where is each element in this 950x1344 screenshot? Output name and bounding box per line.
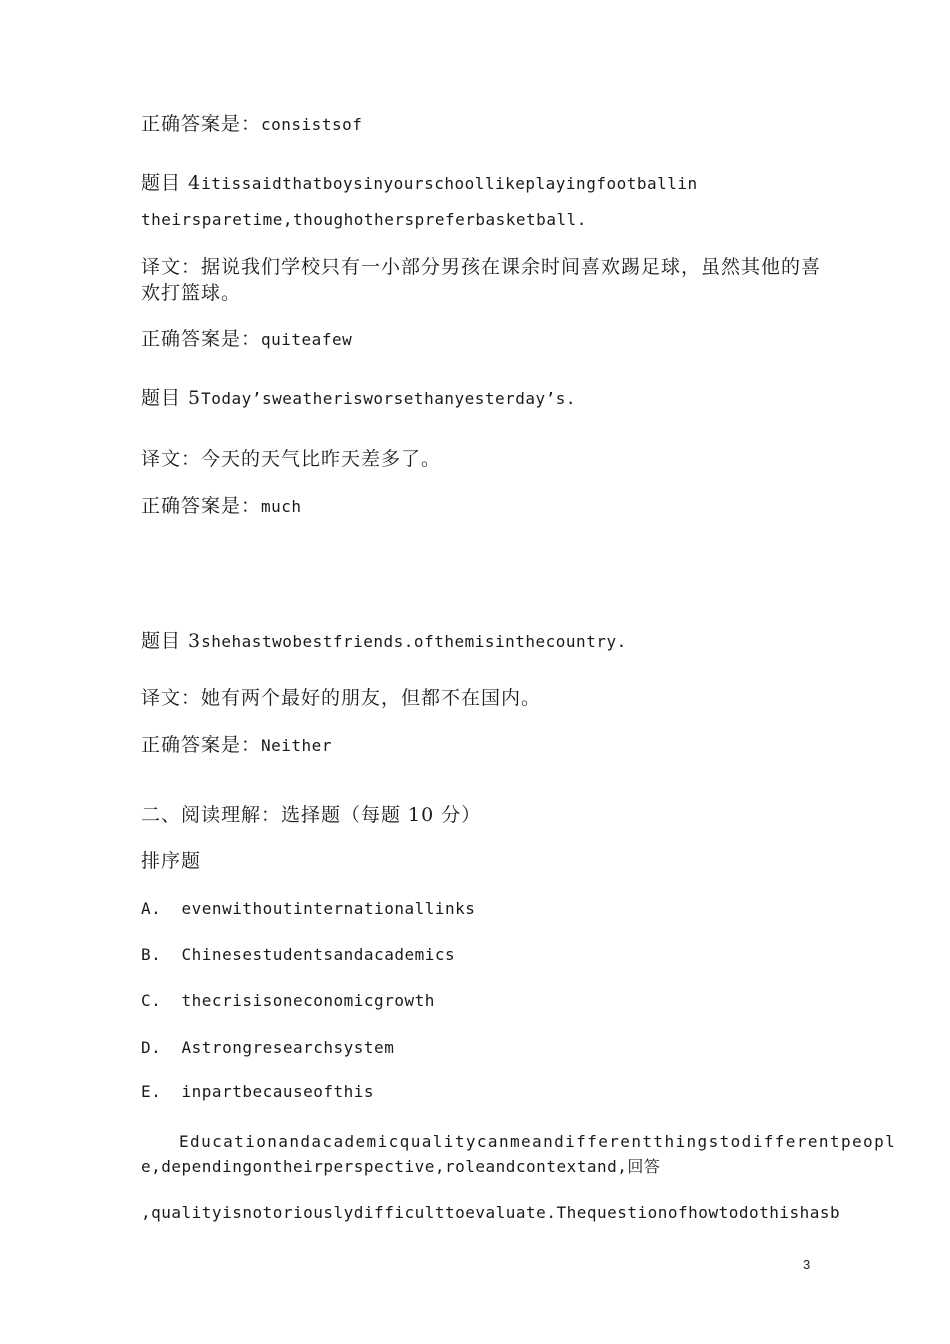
- answer-value: consistsof: [261, 115, 363, 134]
- question-4-continuation: theirsparetime,thoughotherspreferbasketball.: [141, 210, 587, 229]
- option-letter: E.: [141, 1082, 162, 1101]
- question-label: 题目 3: [141, 630, 202, 652]
- question-4-answer: [141, 328, 352, 351]
- answer-label: 正确答案是：: [141, 328, 262, 350]
- question-5-answer: [141, 495, 302, 518]
- question-5-translation: 译文：今天的天气比昨天差多了。: [141, 448, 442, 470]
- page-number: 3: [803, 1257, 811, 1272]
- answer-label: 正确答案是：: [141, 113, 262, 135]
- option-text: Astrongresearchsystem: [181, 1038, 395, 1057]
- option-d: [141, 1037, 394, 1059]
- option-text: inpartbecauseofthis: [181, 1082, 375, 1101]
- option-e: [141, 1081, 374, 1103]
- passage-line-3: ,qualityisnotoriouslydifficulttoevaluate.Thequestionofhowtodothishasb: [141, 1203, 841, 1222]
- question-3-translation: 译文：她有两个最好的朋友，但都不在国内。: [141, 687, 542, 709]
- question-text: itissaidthatboysinyourschoollikeplayingfootballin: [201, 174, 698, 193]
- question-text: Today’sweatherisworsethanyesterday’s.: [201, 389, 577, 408]
- question-label: 题目 4: [141, 172, 202, 194]
- option-text: Chinesestudentsandacademics: [181, 945, 456, 964]
- question-3-answer: [141, 734, 332, 757]
- question-4-translation-line-1: 译文：据说我们学校只有一小部分男孩在课余时间喜欢踢足球，虽然其他的喜: [141, 256, 822, 278]
- question-text: shehastwobestfriends.ofthemisinthecountry.: [201, 632, 627, 651]
- passage-line-2: e,dependingontheirperspective,roleandcontextand,回答: [141, 1157, 661, 1176]
- answer-label: 正确答案是：: [141, 495, 262, 517]
- question-label: 题目 5: [141, 387, 202, 409]
- question-3-title: [141, 630, 627, 653]
- option-c: [141, 990, 435, 1012]
- question-4-title: [141, 172, 698, 195]
- option-text: thecrisisoneconomicgrowth: [181, 991, 435, 1010]
- option-letter: C.: [141, 991, 162, 1010]
- option-letter: A.: [141, 899, 162, 918]
- option-letter: D.: [141, 1038, 162, 1057]
- passage-line-1: Educationandacademicqualitycanmeandifferentthingstodifferentpeopl: [179, 1132, 897, 1151]
- option-b: [141, 944, 455, 966]
- answer-value: much: [261, 497, 302, 516]
- section-heading: 二、阅读理解：选择题（每题 10 分）: [141, 804, 482, 826]
- sort-question-title: 排序题: [141, 850, 202, 872]
- answer-value: quiteafew: [261, 330, 353, 349]
- answer-line: [141, 113, 362, 136]
- option-text: evenwithoutinternationallinks: [181, 899, 476, 918]
- option-letter: B.: [141, 945, 162, 964]
- answer-label: 正确答案是：: [141, 734, 262, 756]
- option-a: [141, 898, 475, 920]
- question-5-title: [141, 387, 576, 410]
- question-4-translation-line-2: 欢打篮球。: [141, 282, 242, 304]
- answer-value: Neither: [261, 736, 332, 755]
